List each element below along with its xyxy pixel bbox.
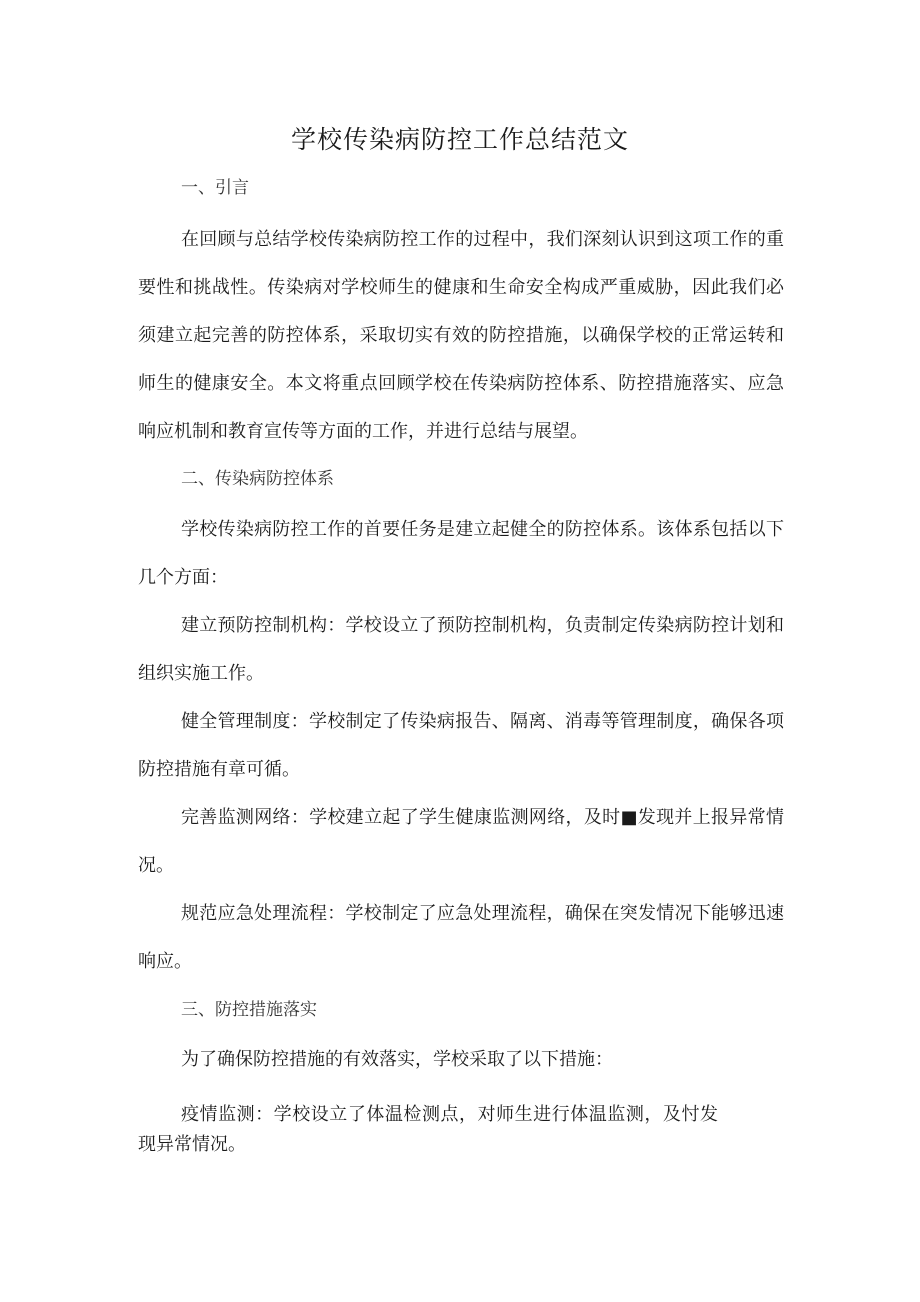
paragraph-intro: 在回顾与总结学校传染病防控工作的过程中，我们深刻认识到这项工作的重要性和挑战性。传染病对学校师生的健康和生命安全构成严重威胁，因此我们必须建立起完善的防控体系，采取切实有效的防控措施，以确保学校的正常运转和师生的健康安全。本文将重点回顾学校在传染病防控体系、防控措施落实、应急响应机制和教育宣传等方面的工作，并进行总结与展望。: [138, 229, 784, 442]
paragraph-system-agency: 建立预防控制机构：学校设立了预防控制机构，负责制定传染病防控计划和组织实施工作。: [138, 615, 784, 684]
paragraph-system-monitoring: 完善监测网络：学校建立起了学生健康监测网络，及时■发现并上报异常情况。: [138, 807, 784, 876]
section-heading-system: 二、传染病防控体系: [181, 469, 334, 489]
paragraph-system-overview: 学校传染病防控工作的首要任务是建立起健全的防控体系。该体系包括以下几个方面：: [138, 519, 784, 588]
paragraph-measures-intro: 为了确保防控措施的有效落实，学校采取了以下措施：: [181, 1049, 613, 1070]
document-title: 学校传染病防控工作总结范文: [290, 125, 629, 154]
section-heading-measures: 三、防控措施落实: [181, 1000, 317, 1020]
paragraph-system-emergency: 规范应急处理流程：学校制定了应急处理流程，确保在突发情况下能够迅速响应。: [138, 903, 784, 972]
paragraph-measures-epidemic: 疫情监测：学校设立了体温检测点，对师生进行体温监测，及忖发现异常情况。: [138, 1104, 718, 1155]
section-heading-intro: 一、引言: [181, 178, 249, 198]
paragraph-system-management: 健全管理制度：学校制定了传染病报告、隔离、消毒等管理制度，确保各项防控措施有章可循。: [138, 711, 784, 780]
